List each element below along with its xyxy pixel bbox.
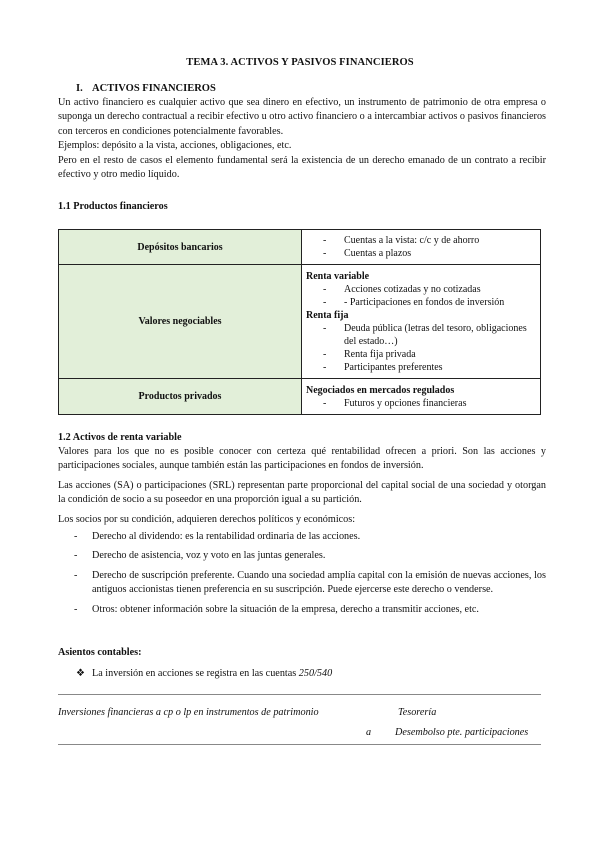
list-item: - Derecho de asistencia, voz y voto en las juntas generales. [58, 549, 546, 563]
intro-paragraph: Un activo financiero es cualquier activo que sea dinero en efectivo, un instrumento de patrimonio de otra empresa o suponga un derecho contractual a recibir efectivo u otro activo financiero o a intercambiar activos o pasivos financieros con terceros en condiciones potencialmente favorables. [58, 97, 546, 137]
debit-account: Inversiones financieras a cp o lp en instrumentos de patrimonio [58, 707, 319, 718]
list-item: - Renta fija privada [323, 348, 536, 361]
list-item: - Derecho de suscripción preferente. Cuando una sociedad amplía capital con la emisión de nuevas acciones, los antiguos accionistas tienen preferencia en su suscripción. Puede ejercerse este derecho o venderse. [58, 569, 546, 598]
table-row [59, 230, 541, 265]
category-cell: Depósitos bancarios [59, 230, 302, 265]
divider [58, 744, 541, 745]
accounts-ref: 250/540 [298, 668, 333, 679]
category-cell: Productos privados [59, 379, 302, 415]
group-label: Renta fija [306, 309, 349, 321]
list-item: - Participantes preferentes [323, 361, 536, 374]
rights-list [58, 530, 546, 622]
entries-heading: Asientos contables: [58, 647, 142, 658]
group-label: Negociados en mercados regulados [306, 384, 455, 396]
table-row [59, 379, 541, 415]
products-table [58, 229, 541, 415]
divider [58, 694, 541, 695]
list-item: - Futuros y opciones financieras [323, 397, 536, 410]
group-label: Renta variable [306, 270, 370, 282]
list-item: - Cuentas a plazos [323, 247, 536, 260]
list-item: - Cuentas a la vista: c/c y de ahorro [323, 234, 536, 247]
variable-heading: 1.2 Activos de renta variable [58, 432, 182, 443]
bullet-text: La inversión en acciones se registra en las cuentas [92, 668, 297, 679]
list-item: - - Participaciones en fondos de inversión [323, 296, 536, 309]
detail-cell [302, 265, 541, 379]
detail-cell [302, 230, 541, 265]
section-title: ACTIVOS FINANCIEROS [92, 83, 216, 94]
products-heading: 1.1 Productos financieros [58, 201, 168, 212]
detail-cell [302, 379, 541, 415]
category-cell: Valores negociables [59, 265, 302, 379]
variable-paragraph: Valores para los que no es posible conocer con certeza qué rentabilidad ofrecen a priori. Son las acciones y participaciones sociales, aunque también están las participaciones en fondos de inversión. [58, 446, 546, 472]
list-item: - Acciones cotizadas y no cotizadas [323, 283, 536, 296]
a-marker: a [366, 727, 372, 738]
partners-paragraph: Los socios por su condición, adquieren derechos políticos y económicos: [58, 514, 356, 525]
section-number: I. [76, 83, 83, 94]
list-item: - Otros: obtener información sobre la situación de la empresa, derecho a transmitir acciones, etc. [58, 603, 546, 617]
table-row [59, 265, 541, 379]
diamond-bullet-icon: ❖ [76, 668, 86, 679]
list-item: - Deuda pública (letras del tesoro, obligaciones del estado…) [323, 322, 536, 348]
credit-account: Tesorería [398, 707, 437, 718]
intro-note: Pero en el resto de casos el elemento fundamental será la existencia de un derecho emanado de un contrato a recibir efectivo y otro medio líquido. [58, 155, 546, 181]
credit-account-2: Desembolso pte. participaciones [395, 727, 529, 738]
list-item: - Derecho al dividendo: es la rentabilidad ordinaria de las acciones. [58, 530, 546, 544]
examples-line: Ejemplos: depósito a la vista, acciones, obligaciones, etc. [58, 140, 292, 151]
entries-bullet [76, 667, 332, 681]
page-title: TEMA 3. ACTIVOS Y PASIVOS FINANCIEROS [186, 57, 414, 68]
shares-paragraph: Las acciones (SA) o participaciones (SRL) representan parte proporcional del capital social de una sociedad y otorgan la condición de socio a su poseedor en una proporción igual a su partición. [58, 480, 546, 506]
section-heading [76, 82, 216, 97]
